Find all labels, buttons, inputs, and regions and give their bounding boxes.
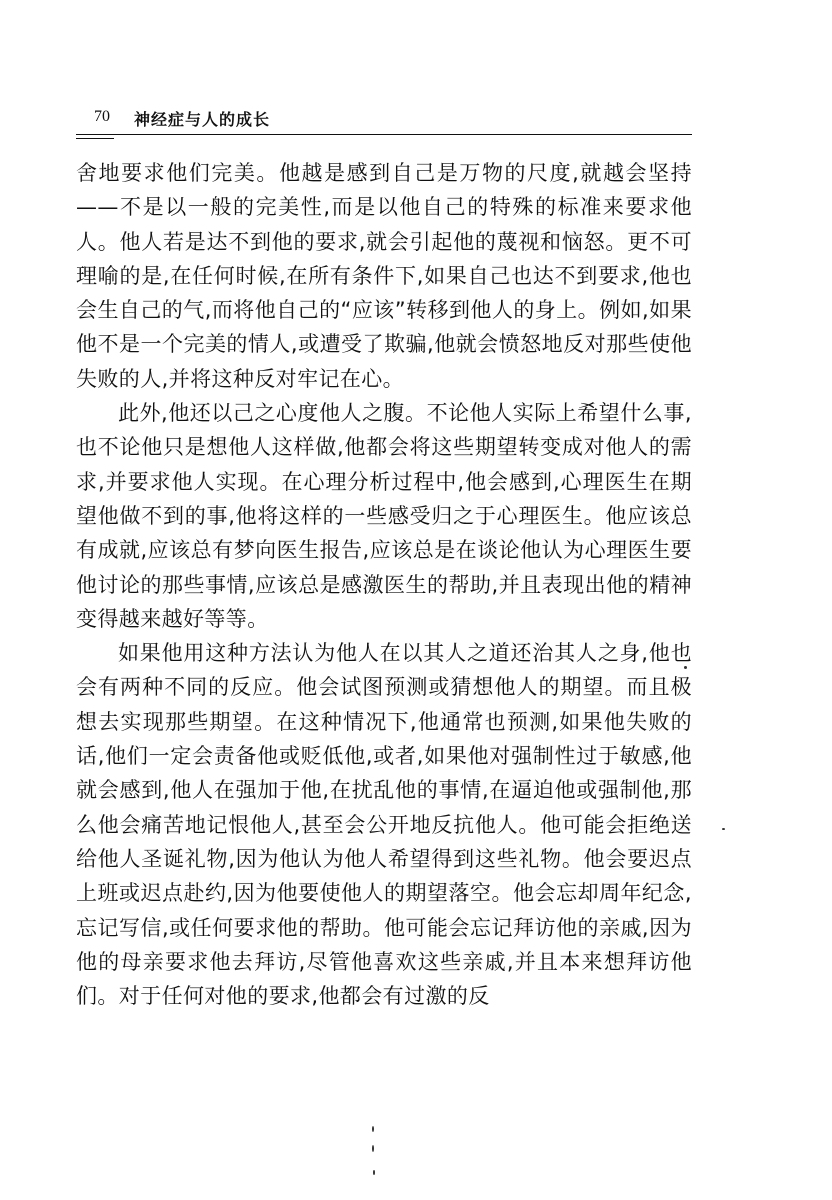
scan-speck (372, 1145, 374, 1152)
paragraph: 如果他用这种方法认为他人在以其人之道还治其人之身,他也会有两种不同的反应。他会试图预测或猜想他人的期望。而且极想去实现那些期望。在这种情况下,他通常也预测,如果他失败的话,他们一定会责备他或贬低他,或者,如果他对强制性过于敏感,他就会感到,他人在强加于他,在扰乱他的事情,在逼迫他或强制他,那么他会痛苦地记恨他人,甚至会公开地反抗他人。他可能会拒绝送给他人圣诞礼物,因为他认为他人希望得到这些礼物。他会要迟点上班或迟点赴约,因为他要使他人的期望落空。他会忘却周年纪念,忘记写信,或任何要求他的帮助。他可能会忘记拜访他的亲戚,因为他的母亲要求他去拜访,尽管他喜欢这些亲戚,并且本来想拜访他们。对于任何对他的要求,他都会有过激的反 (76, 641, 692, 1009)
page-header (76, 104, 692, 132)
page-number: 70 (94, 108, 110, 125)
scan-speck (373, 1170, 375, 1175)
body-text (76, 156, 692, 1013)
paragraph: 此外,他还以己之心度他人之腹。不论他人实际上希望什么事,也不论他只是想他人这样做,他都会将这些期望转变成对他人的需求,并要求他人实现。在心理分析过程中,他会感到,心理医生在期望他做不到的事,他将这样的一些感受归之于心理医生。他应该总有成就,应该总有梦向医生报告,应该总是在谈论他认为心理医生要他讨论的那些事情,应该总是感激医生的帮助,并且表现出他的精神变得越来越好等等。 (76, 401, 692, 631)
paragraph-continued: 舍地要求他们完美。他越是感到自己是万物的尺度,就越会坚持——不是以一般的完美性,而是以他自己的特殊的标准来要求他人。他人若是达不到他的要求,就会引起他的蔑视和恼怒。更不可理喻的是,在任何时候,在所有条件下,如果自己也达不到要求,他也会生自己的气,而将他自己的“应该”转移到他人的身上。例如,如果他不是一个完美的情人,或遭受了欺骗,他就会愤怒地反对那些使他失败的人,并将这种反对牢记在心。 (76, 161, 692, 391)
scan-speck (684, 666, 687, 669)
header-rule-stub (76, 138, 114, 139)
running-title: 神经症与人的成长 (134, 110, 271, 129)
scan-speck (372, 1126, 374, 1132)
header-rule (76, 134, 692, 135)
scan-speck (722, 828, 725, 830)
